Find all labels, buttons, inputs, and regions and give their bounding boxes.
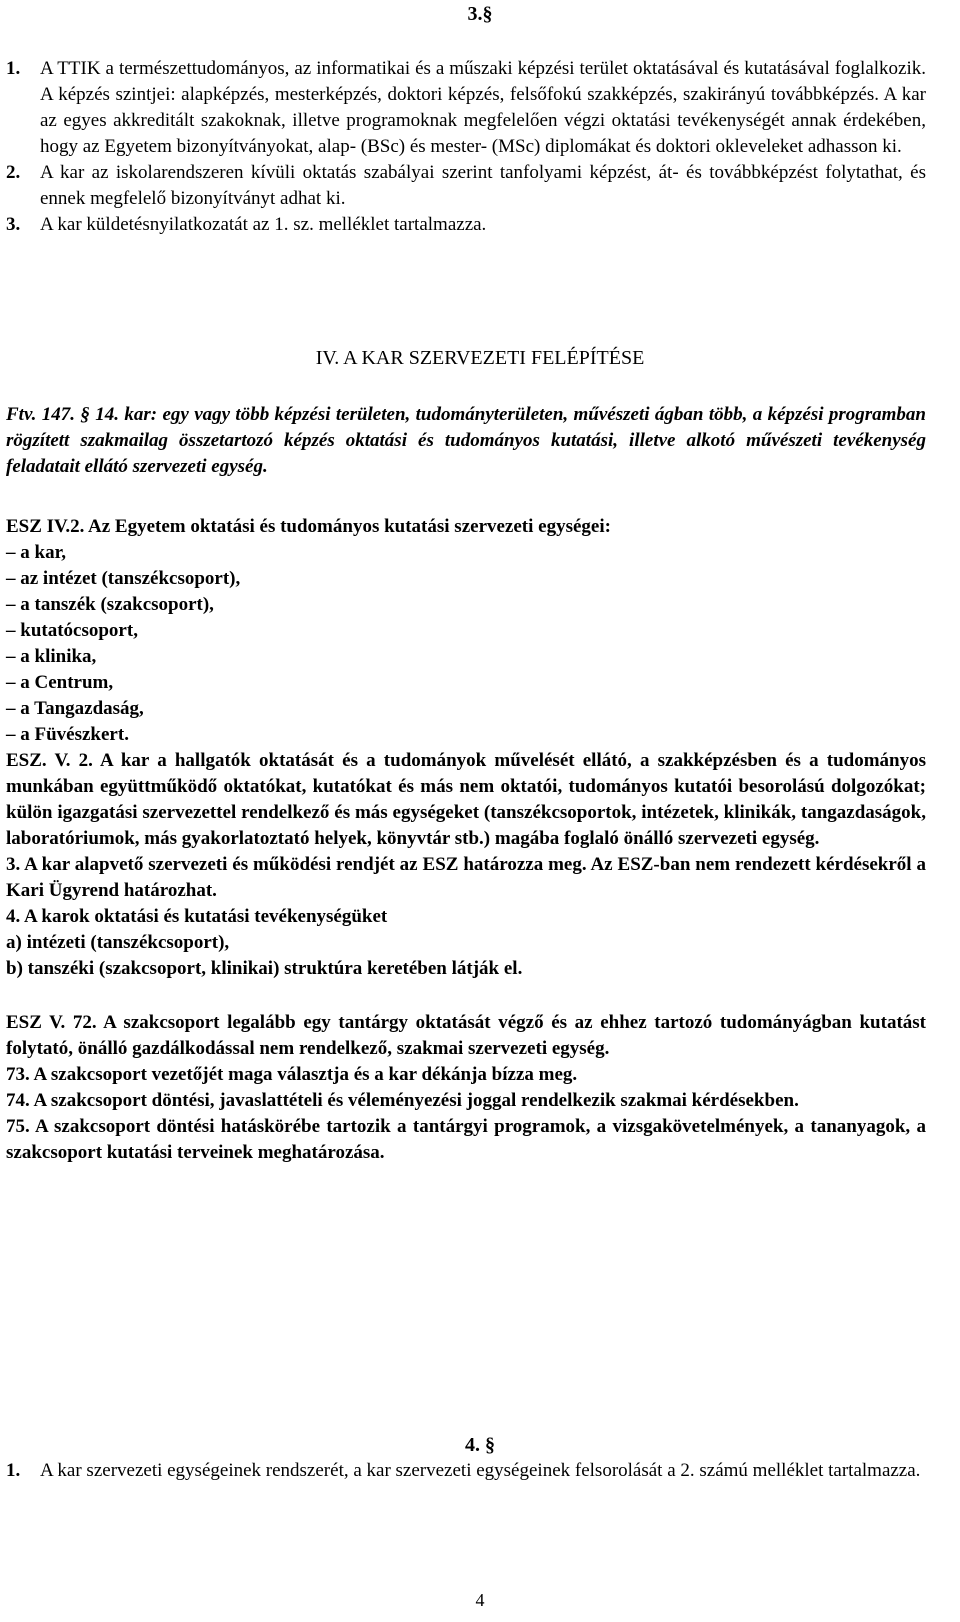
section-4-body: [6, 1458, 926, 1484]
section-3-item-1: [6, 56, 926, 160]
section-4-heading: 4. §: [465, 1434, 495, 1456]
esz-p75-paragraph: 75. A szakcsoport döntési hatáskörébe tartozik a tantárgyi programok, a vizsgakövetelmények, a tananyagok, a szakcsoport kutatási terveinek meghatározása.: [6, 1116, 926, 1163]
esz-block: [6, 514, 926, 1166]
esz-intro: ESZ IV.2. Az Egyetem oktatási és tudományos kutatási szervezeti egységei:: [6, 516, 611, 537]
list-item: – kutatócsoport,: [6, 620, 138, 641]
item-number: 3.: [6, 214, 21, 235]
section-3-body: [6, 56, 926, 238]
section-4-item-1: [6, 1458, 926, 1484]
esz-p4a-line: a) intézeti (tanszékcsoport),: [6, 932, 230, 953]
esz-p73-paragraph: 73. A szakcsoport vezetőjét maga választja és a kar dékánja bízza meg.: [6, 1064, 578, 1085]
list-item: – az intézet (tanszékcsoport),: [6, 568, 241, 589]
list-item: – a kar,: [6, 542, 67, 563]
esz-v2-paragraph: ESZ. V. 2. A kar a hallgatók oktatását és a tudományok művelését ellátó, a szakképzésben és a tudományos munkában együttműködő oktatókat, kutatókat és más nem oktatói, tudományos kutatói besorolású dolgozókat; külön igazgatási szervezettel rendelkező és más egységeket (tanszékcsoportok, intézetek, klinikák, tangazdaságok, laboratóriumok, más gyakorlatoztató helyek, könyvtár stb.) magába foglaló önálló szervezeti egység.: [6, 750, 926, 849]
item-text: A TTIK a természettudományos, az informatikai és a műszaki képzési terület oktatásával és kutatásával foglalkozik. A képzés szintjei: alapképzés, mesterképzés, doktori képzés, felsőfokú szakképzés, szakirányú továbbképzés. A kar az egyes akkreditált szakoknak, illetve programoknak megfelelően végzi oktatási tevékenységét annak érdekében, hogy az Egyetem bizonyítványokat, alap- (BSc) és mester- (MSc) diplomákat és doktori okleveleket adhasson ki.: [40, 58, 926, 157]
esz-p4b-line: b) tanszéki (szakcsoport, klinikai) struktúra keretében látják el.: [6, 958, 523, 979]
item-text: A kar küldetésnyilatkozatát az 1. sz. melléklet tartalmazza.: [40, 214, 487, 235]
item-text: A kar szervezeti egységeinek rendszerét, a kar szervezeti egységeinek felsorolását a 2. számú melléklet tartalmazza.: [40, 1460, 921, 1481]
esz-p74-paragraph: 74. A szakcsoport döntési, javaslattételi és véleményezési joggal rendelkezik szakmai kérdésekben.: [6, 1090, 799, 1111]
item-number: 1.: [6, 58, 21, 79]
item-text: A kar az iskolarendszeren kívüli oktatás szabályai szerint tanfolyami képzést, át- és továbbképzést folytathat, és ennek megfelelő bizonyítványt adhat ki.: [40, 162, 926, 209]
section-3-heading: 3.§: [467, 3, 493, 25]
ftv-paragraph: Ftv. 147. § 14. kar: egy vagy több képzési területen, tudományterületen, művészeti ágban több, a képzési programban rögzített szakmailag összetartozó képzés oktatási és tudományos kutatási, illetve alkotó művészeti tevékenység feladatait ellátó szervezeti egység.: [6, 404, 926, 477]
esz-p4-paragraph: 4. A karok oktatási és kutatási tevékenységüket: [6, 906, 388, 927]
list-item: – a Füvészkert.: [6, 724, 129, 745]
page-number: 4: [475, 1590, 485, 1610]
section-3-item-3: [6, 212, 926, 238]
list-item: – a Tangazdaság,: [6, 698, 144, 719]
section-3-item-2: [6, 160, 926, 212]
esz-p3-paragraph: 3. A kar alapvető szervezeti és működési rendjét az ESZ határozza meg. Az ESZ-ban nem rendezett kérdésekről a Kari Ügyrend határozhat.: [6, 854, 926, 901]
chapter-title: IV. A KAR SZERVEZETI FELÉPÍTÉSE: [315, 347, 645, 369]
list-item: – a klinika,: [6, 646, 97, 667]
esz-p72-paragraph: ESZ V. 72. A szakcsoport legalább egy tantárgy oktatását végző és az ehhez tartozó tudományágban kutatást folytató, önálló gazdálkodással nem rendelkező, szakmai szervezeti egység.: [6, 1012, 926, 1059]
list-item: – a Centrum,: [6, 672, 114, 693]
item-number: 2.: [6, 162, 21, 183]
item-number: 1.: [6, 1460, 21, 1481]
spacer: [6, 982, 926, 1010]
list-item: – a tanszék (szakcsoport),: [6, 594, 214, 615]
